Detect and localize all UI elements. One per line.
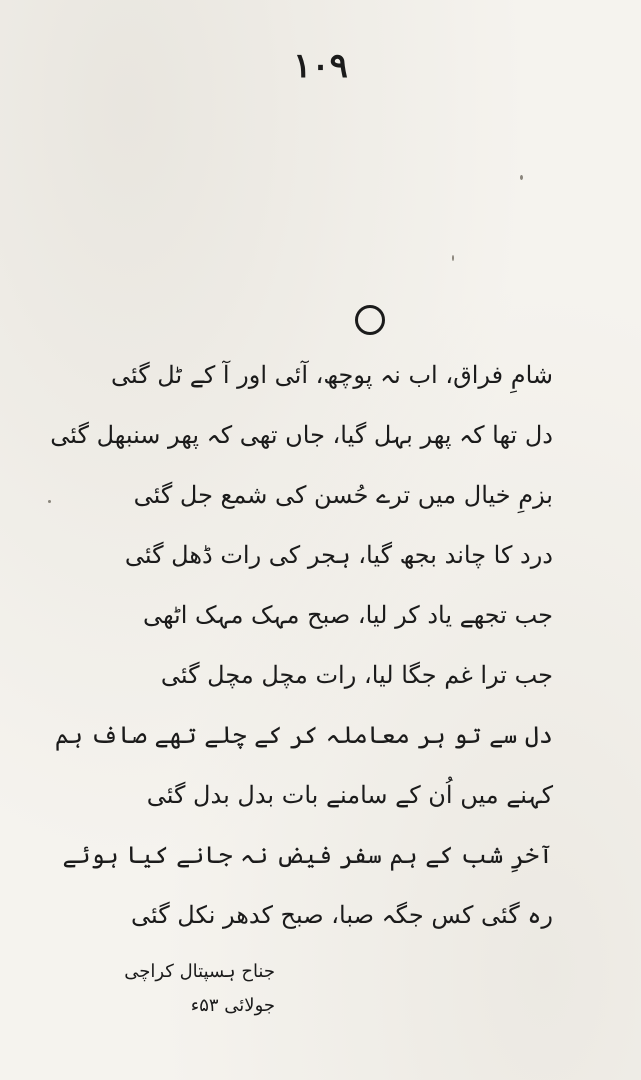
verse-line: دل سے تو ہر معاملہ کر کے چلے تھے صاف ہم [54,721,553,749]
paper-speck [452,255,454,261]
composition-note [115,955,275,1023]
verse-line: دل تھا کہ پھر بہل گیا، جاں تھی کہ پھر سنبھل گئی [50,421,553,449]
paper-speck [520,175,523,180]
page-number: ١٠٩ [293,46,348,86]
poem [50,345,553,945]
composition-date: جولائی ۵۳ء [190,995,275,1016]
composition-place: جناح ہسپتال کراچی [124,961,275,982]
verse-line: کہنے میں اُن کے سامنے بات بدل بدل گئی [146,781,553,809]
verse-line: جب تجھے یاد کر لیا، صبح مہک مہک اٹھی [142,601,553,629]
verse-line: درد کا چاند بجھ گیا، ہجر کی رات ڈھل گئی [124,541,553,569]
verse-line: رہ گئی کس جگہ صبا، صبح کدھر نکل گئی [130,901,553,929]
verse-line: شامِ فراق، اب نہ پوچھ، آئی اور آ کے ٹل گئی [110,361,553,389]
verse-line: جب ترا غم جگا لیا، رات مچل مچل گئی [160,661,553,689]
section-circle-icon [355,305,385,335]
verse-line: آخرِ شب کے ہم سفر فیض نہ جانے کیا ہوئے [62,841,553,869]
verse-line: بزمِ خیال میں ترے حُسن کی شمع جل گئی [133,481,553,509]
paper-speck [48,500,51,503]
